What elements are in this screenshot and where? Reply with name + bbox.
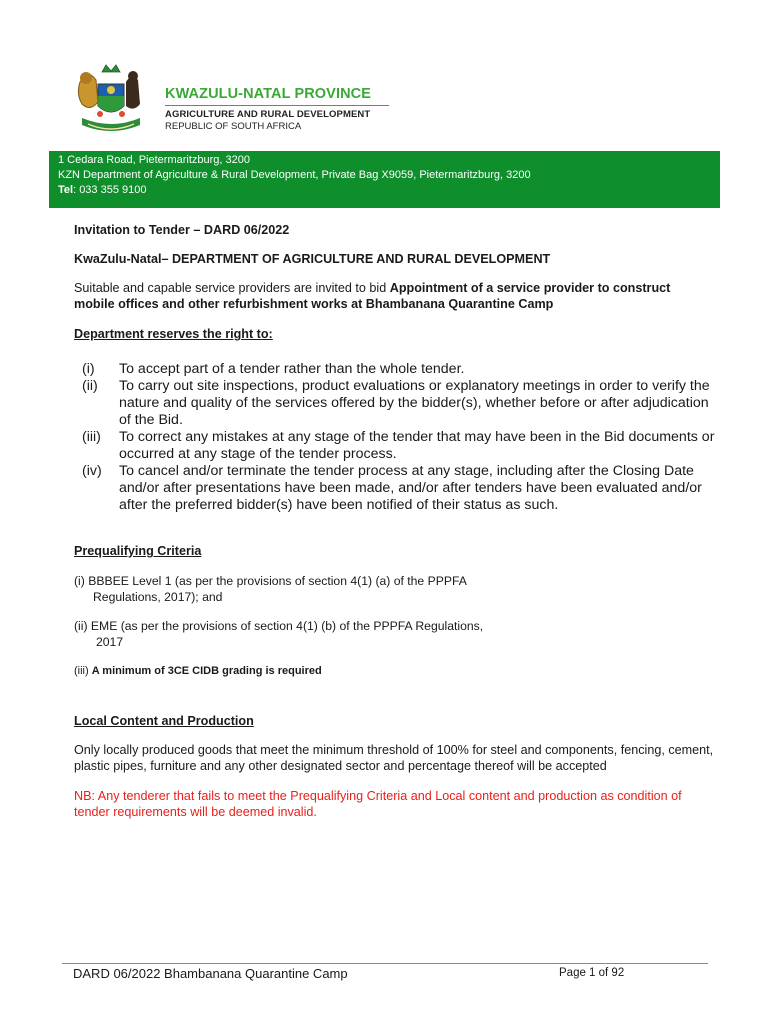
prequal-item-1: (i) BBBEE Level 1 (as per the provisions of section 4(1) (a) of the PPPFA: [74, 574, 467, 588]
footer-divider: [62, 963, 708, 964]
list-item: [82, 378, 722, 429]
department-line: KwaZulu-Natal– DEPARTMENT OF AGRICULTURE AND RURAL DEVELOPMENT: [74, 252, 551, 266]
prequal-item-2: (ii) EME (as per the provisions of section 4(1) (b) of the PPPFA Regulations,: [74, 619, 484, 633]
prequal-heading: Prequalifying Criteria: [74, 544, 202, 558]
local-heading: Local Content and Production: [74, 714, 254, 728]
local-content-section: [74, 713, 714, 820]
list-number: (ii): [82, 378, 98, 394]
footer-page-number: Page 1 of 92: [559, 967, 625, 979]
prequal-section: [74, 543, 714, 679]
list-item: [82, 361, 722, 378]
list-number: (iii): [82, 429, 101, 445]
rights-heading: Department reserves the right to:: [74, 327, 273, 341]
intro-bold: Appointment of a service provider to construct mobile offices and other refurbishment works at Bhambanana Quarantine Camp: [74, 281, 671, 311]
list-text: To carry out site inspections, product evaluations or explanatory meetings in order to verify the nature and quality of the services offered by the bidder(s), whether before or after adjudication of the Bid.: [119, 378, 710, 428]
prequal-item-1-cont: Regulations, 2017); and: [93, 590, 223, 604]
prequal-item-3-bold: A minimum of 3CE CIDB grading is required: [91, 665, 322, 677]
address-band: [49, 151, 720, 208]
document-body: [74, 222, 714, 342]
local-text: Only locally produced goods that meet the minimum threshold of 100% for steel and components, fencing, cement, plastic pipes, furniture and any other designated sector and percentage thereof will be accepted: [74, 743, 714, 773]
address-line-2: KZN Department of Agriculture & Rural Development, Private Bag X9059, Pietermaritzburg, 3200: [58, 169, 531, 181]
coat-of-arms-logo: [70, 62, 152, 142]
list-text: To accept part of a tender rather than the whole tender.: [119, 361, 465, 377]
list-text: To correct any mistakes at any stage of the tender that may have been in the Bid documents or occurred at any stage of the tender process.: [119, 429, 715, 462]
prequal-item-3-prefix: (iii): [74, 665, 92, 677]
list-number: (i): [82, 361, 95, 377]
nb-notice: NB: Any tenderer that fails to meet the Prequalifying Criteria and Local content and production as condition of tender requirements will be deemed invalid.: [74, 789, 682, 819]
prequal-item-2-cont: 2017: [96, 635, 124, 649]
address-line-1: 1 Cedara Road, Pietermaritzburg, 3200: [58, 154, 250, 166]
list-number: (iv): [82, 463, 102, 479]
department-branding: [165, 86, 389, 132]
footer-document-title: DARD 06/2022 Bhambanana Quarantine Camp: [73, 966, 348, 981]
list-item: [82, 463, 722, 514]
intro-prefix: Suitable and capable service providers are invited to bid: [74, 281, 390, 295]
tender-title: Invitation to Tender – DARD 06/2022: [74, 223, 290, 237]
tel-label: Tel: [58, 184, 74, 196]
province-name: KWAZULU-NATAL PROVINCE: [165, 86, 371, 102]
rights-list: [82, 361, 722, 514]
country-name: REPUBLIC OF SOUTH AFRICA: [165, 121, 302, 132]
list-item: [82, 429, 722, 463]
department-name: AGRICULTURE AND RURAL DEVELOPMENT: [165, 109, 371, 120]
list-text: To cancel and/or terminate the tender process at any stage, including after the Closing Date and/or after presentations have been made, and/or after tenders have been evaluated and/or after the preferred bidder(s) have been notified of their status as such.: [119, 463, 702, 513]
prequal-item-3: [74, 663, 714, 679]
brand-divider: [165, 105, 389, 106]
tel-value: : 033 355 9100: [73, 184, 147, 196]
telephone-line: [58, 183, 720, 198]
intro-paragraph: [74, 280, 714, 312]
